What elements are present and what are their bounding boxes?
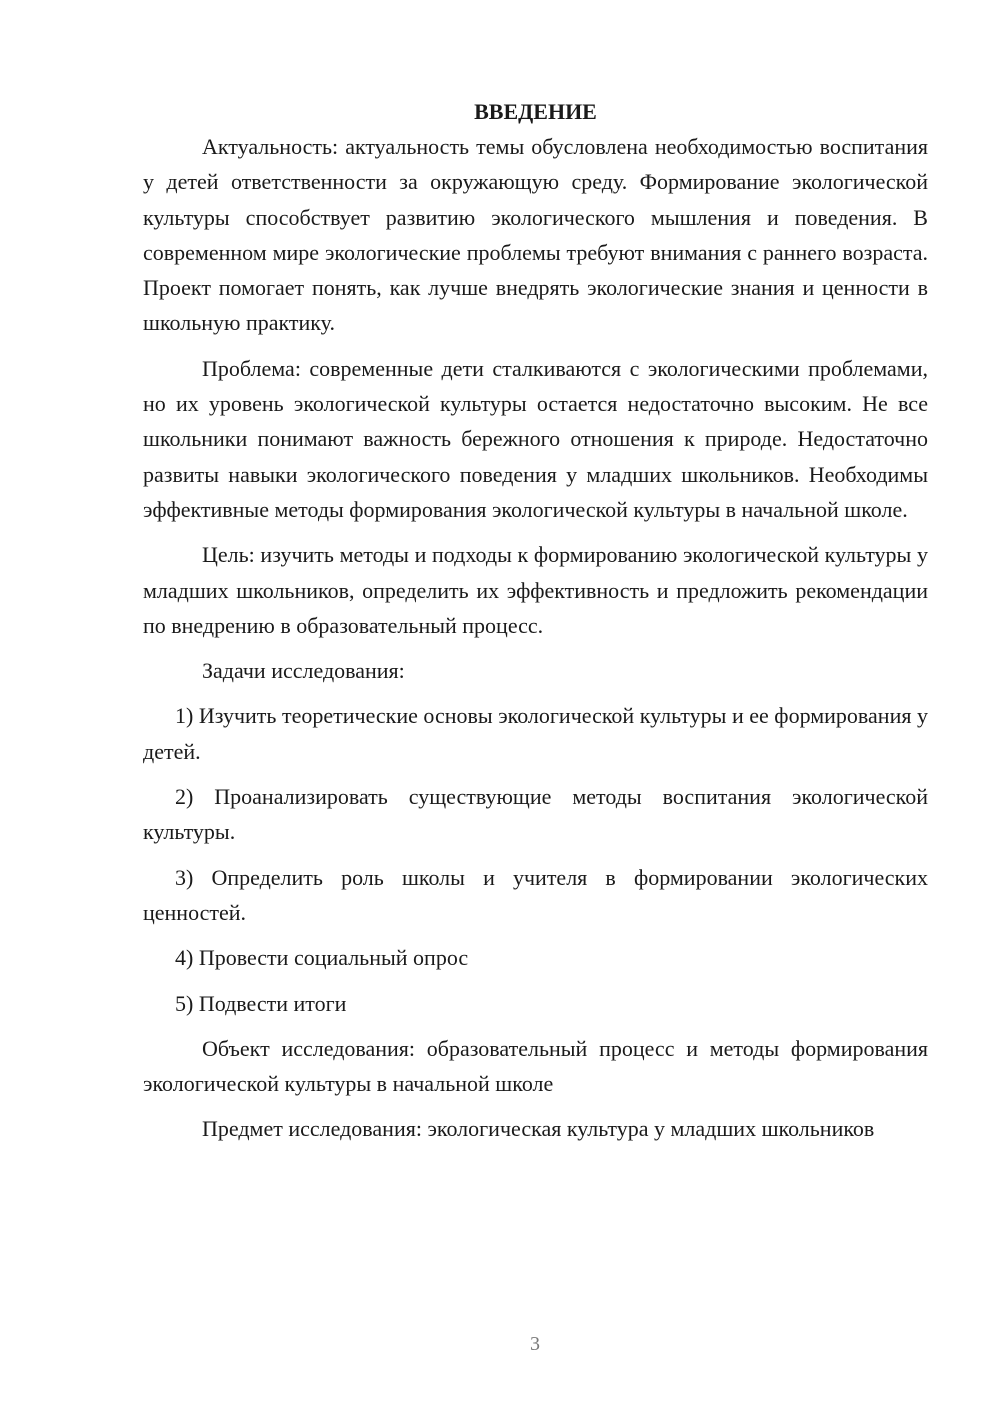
subject-paragraph: Предмет исследования: экологическая культура у младших школьников xyxy=(202,1116,875,1142)
object-paragraph: Объект исследования: образовательный процесс и методы формирования экологической культуры в начальной школе xyxy=(143,1035,928,1097)
section-heading: ВВЕДЕНИЕ xyxy=(474,99,597,124)
task-item-3: 3) Определить роль школы и учителя в формировании экологических ценностей. xyxy=(143,864,928,925)
relevance-paragraph: Актуальность: актуальность темы обусловлена необходимостью воспитания у детей ответственности за окружающую среду. Формирование экологической культуры способствует развитию экологического мышления и поведения. В современном мире экологические проблемы требуют внимания с раннего возраста. Проект помогает понять, как лучше внедрять экологические знания и ценности в школьную практику. xyxy=(143,134,928,336)
task-item-2: 2) Проанализировать существующие методы воспитания экологической культуры. xyxy=(143,784,928,845)
page-content xyxy=(143,94,928,1157)
task-item-4: 4) Провести социальный опрос xyxy=(175,945,469,971)
problem-paragraph: Проблема: современные дети сталкиваются с экологическими проблемами, но их уровень экологической культуры остается недостаточно высоким. Не все школьники понимают важность бережного отношения к природе. Недостаточно развиты навыки экологического поведения у младших школьников. Необходимы эффективные методы формирования экологической культуры в начальной школе. xyxy=(143,355,928,522)
tasks-title: Задачи исследования: xyxy=(202,658,405,684)
page-number: 3 xyxy=(530,1333,540,1355)
task-item-5: 5) Подвести итоги xyxy=(175,990,347,1016)
goal-paragraph: Цель: изучить методы и подходы к формированию экологической культуры у младших школьников, определить их эффективность и предложить рекомендации по внедрению в образовательный процесс. xyxy=(143,542,928,638)
task-item-1: 1) Изучить теоретические основы экологической культуры и ее формирования у детей. xyxy=(143,703,928,764)
